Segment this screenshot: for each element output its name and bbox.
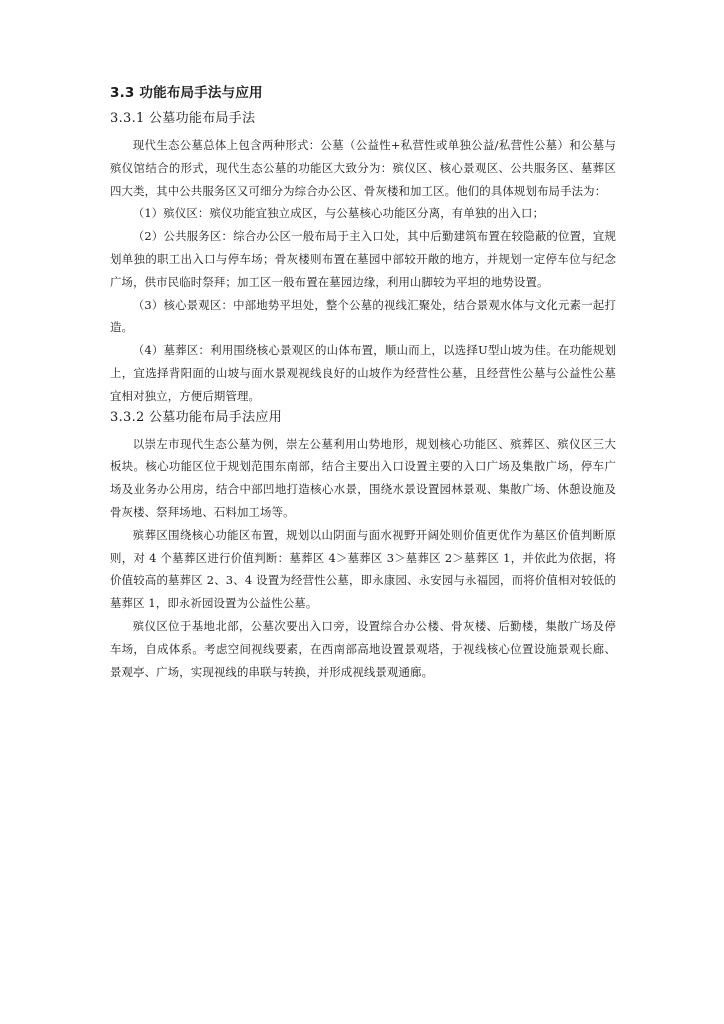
paragraph-burial-valuation: 殡葬区围绕核心功能区布置，规划以山阴面与面水视野开阔处则价值更优作为墓区价值判断原则，对 4 个墓葬区进行价值判断：墓葬区 4＞墓葬区 3＞墓葬区 2＞墓葬区 1，并依此为依据，将价值较高的墓葬区 2、3、4 设置为经营性公墓，即永康园、永安园与永福园，而将价值相对较低的墓葬区 1，即永祈园设置为公益性公墓。 [110, 527, 616, 611]
subsection-heading-layout-application: 3.3.2 公墓功能布局手法应用 [110, 409, 283, 425]
paragraph-core-landscape-area: （3）核心景观区：中部地势平坦处，整个公墓的视线汇聚处，结合景观水体与文化元素一起打造。 [110, 297, 616, 335]
subsection-heading-layout-methods: 3.3.1 公墓功能布局手法 [110, 111, 256, 126]
paragraph-public-service-area: （2）公共服务区：综合办公区一般布局于主入口处，其中后勤建筑布置在较隐蔽的位置，宜规划单独的职工出入口与停车场；骨灰楼则布置在墓园中部较开敞的地方，并规划一定停车位与纪念广场，供市民临时祭拜；加工区一般布置在墓园边缘，利用山脚较为平坦的地势设置。 [110, 229, 616, 289]
paragraph-chongzuo-example: 以崇左市现代生态公墓为例，崇左公墓利用山势地形，规划核心功能区、殡葬区、殡仪区三大板块。核心功能区位于规划范围东南部，结合主要出入口设置主要的入口广场及集散广场，停车广场及业务办公用房，结合中部凹地打造核心水景，围绕水景设置园林景观、集散广场、休憩设施及骨灰楼、祭拜场地、石料加工场等。 [110, 436, 616, 519]
section-heading: 3.3 功能布局手法与应用 [110, 85, 263, 101]
document-page [110, 84, 616, 683]
paragraph-funeral-zone-layout: 殡仪区位于基地北部，公墓次要出入口旁，设置综合办公楼、骨灰楼、后勤楼，集散广场及停车场，自成体系。考虑空间视线要素，在西南部高地设置景观塔，于视线核心位置设施景观长廊、景观亭、广场，实现视线的串联与转换，并形成视线景观通廊。 [110, 618, 616, 679]
paragraph-funeral-area: （1）殡仪区：殡仪功能宜独立成区，与公墓核心功能区分离，有单独的出入口； [132, 206, 545, 221]
paragraph-intro: 现代生态公墓总体上包含两种形式：公墓（公益性+私营性或单独公益/私营性公墓）和公墓与殡仪馆结合的形式，现代生态公墓的功能区大致分为：殡仪区、核心景观区、公共服务区、墓葬区四大类，其中公共服务区又可细分为综合办公区、骨灰楼和加工区。他们的具体规划布局手法为： [110, 138, 616, 198]
paragraph-burial-area: （4）墓葬区：利用围绕核心景观区的山体布置，顺山而上，以选择U型山坡为佳。在功能规划上，宜选择背阳面的山坡与面水景观视线良好的山坡作为经营性公墓，且经营性公墓与公益性公墓宜相对独立，方便后期管理。 [110, 343, 616, 403]
